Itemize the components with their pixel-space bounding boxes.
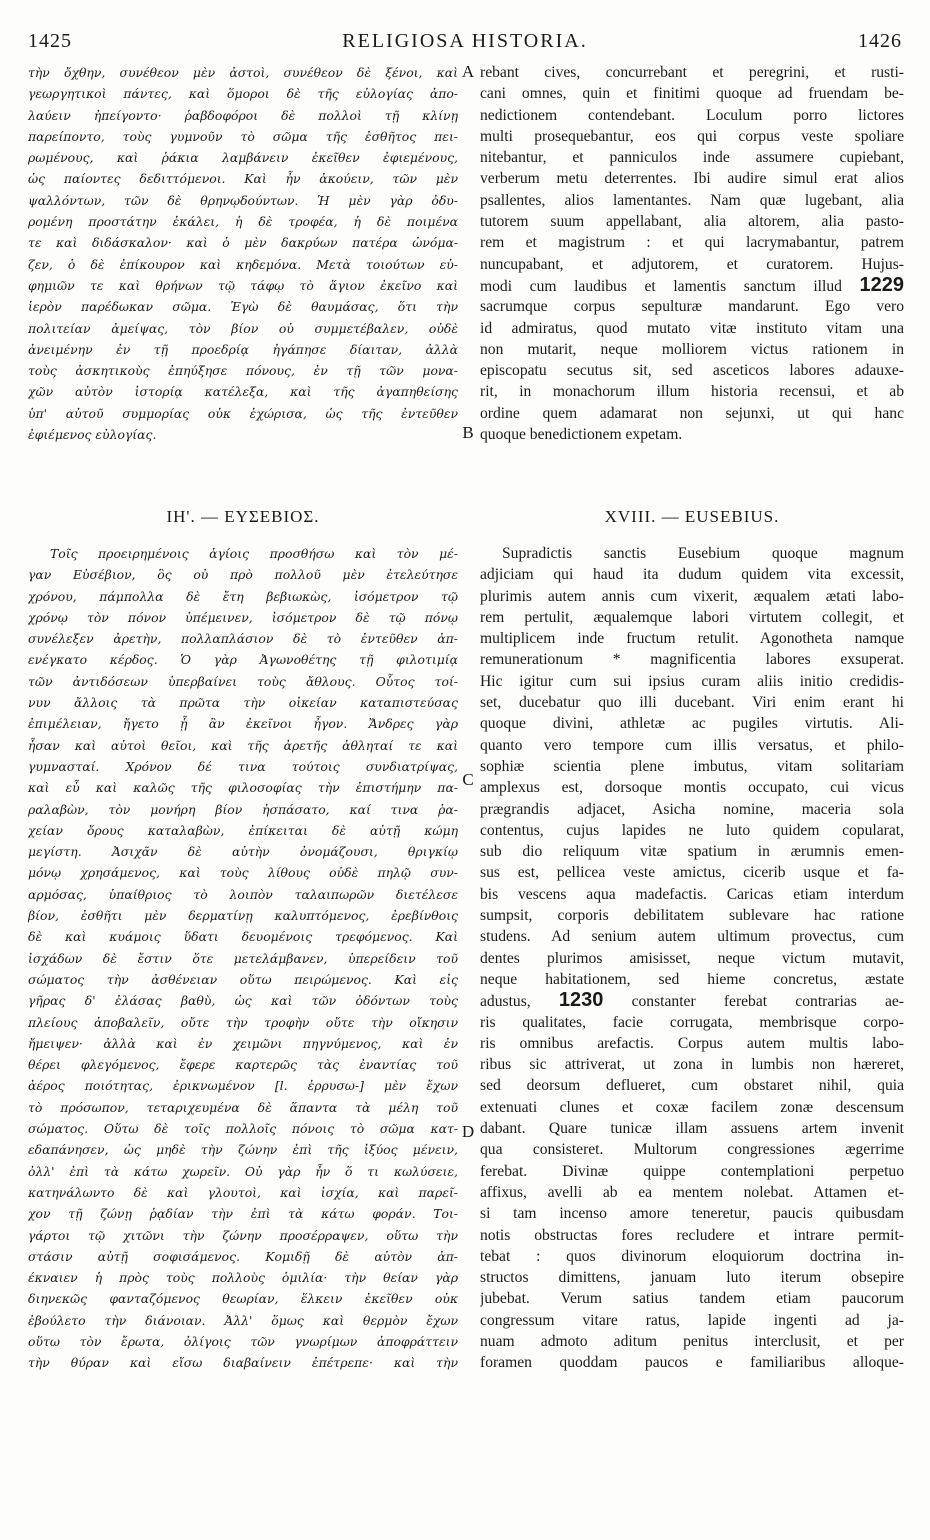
section-heading-latin: XVIII. — EUSEBIUS.	[604, 507, 780, 526]
text-line: γαν Εὐσέβιον, ὃς οὐ πρὸ πολλοῦ μὲν ἐτελεύτησε	[28, 567, 458, 583]
text-line: jubebat. Verum satius tandem etiam paucorum	[480, 1290, 904, 1308]
text-line: bis vescens aqua madefactis. Caricas etiam interdum	[480, 885, 904, 903]
text-line: verberum metu deterrentes. Ibi audire simul erat alios	[480, 170, 904, 188]
text-line: ἀνειμένην ἐν τῇ προεδρίᾳ ἠγάπησε δίαιταν, ἀλλὰ	[28, 341, 458, 357]
text-line: neque habitationem, sed hieme concretus, æstate	[480, 970, 904, 988]
greek-column-top	[28, 62, 458, 445]
text-line: sumpsit, corporis debilitatem sublevare hac ratione	[480, 907, 904, 925]
text-line: non mutarit, neque molliorem victus rationem in	[480, 340, 904, 358]
text-line: tebat : quos divinorum eloquiorum doctrina in-	[480, 1247, 904, 1265]
text-line: αρμόσας, ὑπαίθριος τὸ λοιπὸν ταλαιπωρῶν διετέλεσε	[28, 886, 458, 902]
text-line: γάρτοι τῷ χιτῶνι τὴν ζώνην προσέρραψεν, οὕτω τὴν	[28, 1227, 458, 1243]
text-line: dabant. Quare tunicæ illam assuens artem invenit	[480, 1120, 904, 1138]
text-line: μεγίστη. Ἀσιχᾶν δὲ αὐτὴν ὀνομάζουσι, θριγκίῳ	[28, 844, 458, 860]
text-line: rebant cives, concurrebant et peregrini, et rusti-	[480, 64, 904, 81]
text-line: φημιῶν τε καὶ θρήνων τῷ τάφῳ τὸ ἅγιον ἐκεῖνο καὶ	[28, 277, 458, 293]
text-line: ὡς παίοντες δεδιττόμενοι. Καὶ ἦν ἀκούειν, τῶν μὲν	[28, 171, 458, 187]
text-line: set, ducebatur quo illi ducebant. Viri enim erant hi	[480, 694, 904, 712]
text-line: extenuati clunes et coxæ facilem zonæ descensum	[480, 1098, 904, 1116]
text-line: multi prosequebantur, eos qui corpus veste spoliare	[480, 127, 904, 145]
text-line: χον τῇ ζώνῃ ῥᾳδίαν τὴν ἐπὶ τὰ κάτω φοράν. Τοι-	[28, 1206, 458, 1222]
text-line: κατηνάλωντο δὲ καὶ γλουτοὶ, καὶ ἰσχία, καὶ παρεῖ-	[28, 1184, 458, 1200]
text-line: rem pertulit, æqualemque labori virtutem collegit, et	[480, 608, 904, 626]
marker-d: D	[461, 1122, 475, 1141]
text-line: πλείους ἀποβαλεῖν, οὔτε τὴν τροφὴν οὔτε τὴν οἴκησιν	[28, 1014, 458, 1030]
text-line: nitebantur, et panniculos inde assumere cupiebant,	[480, 149, 904, 167]
text-line: ἤμειψεν· ἀλλὰ καὶ ἐν χειμῶνι πηγνύμενος, καὶ ἐν	[28, 1035, 458, 1051]
latin-column-bottom	[480, 543, 904, 1374]
text-line: episcopatu secutus sit, sed asceticos labores adauxe-	[480, 362, 904, 380]
latin-column-top	[480, 62, 904, 445]
page-number-right: 1426	[858, 30, 902, 52]
text-line: χείαν ὄρους καταλαβὼν, ἐπίκειται δὲ αὐτῇ κώμη	[28, 822, 458, 838]
text-line: χρόνῳ τὸν πόνον ὑπέμεινεν, ἰσόμετρον δὲ τῷ πόνῳ	[28, 609, 458, 625]
column-number: 1229	[859, 274, 904, 296]
marker-b: B	[462, 423, 474, 442]
text-line: σώματος τὴν ἀσθένειαν οὕτω πειρώμενος. Καὶ εἰς	[28, 971, 458, 987]
text-line: si tam incenso amore teneretur, paucis quibusdam	[480, 1205, 904, 1223]
text-line: τὸ πρόσωπον, τεταριχευμένα δὲ ἅπαντα τὰ μέλη τοῦ	[28, 1099, 458, 1115]
text-line: nedictionem contendebant. Loculum porro lictores	[480, 106, 904, 124]
text-line: ραλαβὼν, τὸν μονήρη βίον ἠσπάσατο, καί τινα ῥα-	[28, 801, 458, 817]
text-line: τε καὶ διδάσκαλον· καὶ ὁ μὲν δακρύων πατέρα ὠνόμα-	[28, 235, 458, 251]
text-line: πολιτείαν ἀμείψας, τὸν βίον οὐ συμμετέβαλεν, οὐδὲ	[28, 320, 458, 336]
text-line: σώματος. Οὕτω δὲ τοῖς πολλοῖς πόνοις τὸ σῶμα κατ-	[28, 1121, 458, 1137]
text-line: quoque benedictionem expetam.	[480, 426, 683, 444]
text-line: ris qualitates, facie corrugata, membrisque corpo-	[480, 1013, 904, 1031]
text-line: δὲ καὶ κυάμοις ὕδατι δευομένοις τρεφόμενος. Καὶ	[28, 929, 458, 945]
text-line: ordine quem adamarat non sejunxi, ut qui hanc	[480, 404, 904, 422]
text-line: Hic igitur cum sui ipsius curam aliis initio credidis-	[480, 672, 904, 690]
text-line: Τοῖς προειρημένοις ἁγίοις προσθήσω καὶ τὸν μέ-	[50, 546, 458, 561]
text-line: structos dimittens, januam luto iterum obsepire	[480, 1269, 904, 1287]
text-line: plurimis autem annis cum vixerit, æqualem ætati labo-	[480, 587, 904, 605]
text-line: sus est, pellicea veste amictus, cicerib usque et fa-	[480, 864, 904, 882]
section-heading-greek: ΙΗ'. — ΕΥΣΕΒΙΟΣ.	[166, 507, 320, 526]
text-line: τῶν ἀντιδόσεων ὑπερβαίνει τοὺς ἄθλους. Οὗτος τοί-	[28, 673, 458, 689]
text-line: ἦσαν καὶ αὐτοὶ θεῖοι, καὶ τῆς ἀρετῆς ἀθληταί τε καὶ	[28, 737, 458, 753]
text-line: Supradictis sanctis Eusebium quoque magnum	[502, 545, 904, 562]
text-line: tutorem suum appellabant, alia altorem, alia pasto-	[480, 213, 904, 231]
text-line: rit, in monachorum illum historia recensui, et ab	[480, 383, 904, 401]
text-line: ἐπιμέλειαν, ἤγετο ᾗ ἂν ἐκεῖνοι ἦγον. Ἄνδρες γὰρ	[28, 716, 458, 732]
text-line: foramen quoddam paucos e familiaribus alloque-	[480, 1354, 904, 1372]
text-line	[480, 990, 904, 1011]
text-line: ἰσχάδων δὲ ἔστιν ὅτε μετελάμβανεν, ὑπερείδειν τοῦ	[28, 950, 458, 966]
text-line: εδαπάνησεν, ὡς μηδὲ τὴν ζώνην ἐπὶ τῆς ἰξύος μένειν,	[28, 1142, 458, 1158]
marker-a: A	[461, 62, 475, 81]
text-line: ζεν, ὁ δὲ ἐπίκουρον καὶ κηδεμόνα. Μετὰ τοιούτων εὐ-	[28, 256, 458, 272]
text-line	[480, 275, 904, 296]
page-number-left: 1425	[28, 30, 72, 52]
text-segment: adustus,	[480, 993, 559, 1011]
text-line: ferebat. Divinæ quippe contemplationi perpetuo	[480, 1162, 904, 1180]
text-line: notis obstructas fores recludere et intrare permit-	[480, 1226, 904, 1244]
text-segment: constanter ferebat contrarias ae-	[603, 993, 904, 1011]
text-line: τὴν ὄχθην, συνέθεον μὲν ἀστοὶ, συνέθεον δὲ ξένοι, καὶ	[28, 65, 458, 80]
text-line: ris omnibus arefactis. Corpus autem multis labo-	[480, 1034, 904, 1052]
text-line: χρόνου, πάμπολλα δὲ ἔτη βεβιωκὼς, ἰσόμετρον τῷ	[28, 588, 458, 604]
text-line: γεωργητικοὶ πάντες, καὶ ὅμοροι δὲ τῆς εὐλογίας ἀπο-	[28, 86, 458, 102]
text-line: στάσιν αὐτῇ σοφισάμενος. Κομιδῇ δὲ αὐτὸν ἀπ-	[28, 1248, 458, 1264]
text-line: χῶν αὐτὸν ἱστορίᾳ κατέλεξα, καὶ τῆς ἀγαπηθείσης	[28, 384, 458, 400]
text-line: affixus, avelli ab ea mentem nolebat. Attamen et-	[480, 1183, 904, 1201]
text-line: multiplicem inde fructum retulit. Agonotheta namque	[480, 630, 904, 648]
text-line: τοὺς ἀσκητικοὺς ἐπηύξησε πόνους, ἐν τῇ τῶν μονα-	[28, 363, 458, 379]
text-line: sub dio reliquum vitæ spatium in ærumnis emen-	[480, 843, 904, 861]
text-line: nuncupabant, et adjutorem, et curatorem. Hujus-	[480, 255, 904, 273]
text-line: rem et magistrum : et qui lacrymabantur, patrem	[480, 234, 904, 252]
greek-column-bottom	[28, 543, 458, 1374]
text-line: psallentes, alios lamentantes. Nam quæ lugebant, alia	[480, 191, 904, 209]
text-line: ἱερὸν παρέδωκαν σῶμα. Ἐγὼ δὲ θαυμάσας, ὅτι τὴν	[28, 299, 458, 315]
text-line: θέρει φλεγόμενος, ἔφερε καρτερῶς τὰς ἐναντίας τοῦ	[28, 1057, 458, 1073]
text-line: sophiæ scientia plene imbutus, vitam solitariam	[480, 757, 904, 775]
text-line: ribus sic attriverat, ut zona in lumbis non hæreret,	[480, 1056, 904, 1074]
text-line: ἀέρος ποιότητας, ἐρικνωμένον [l. ἐρρυσω-] μὲν ἔχων	[28, 1078, 458, 1094]
text-line: id admiratus, quod mutato vitæ instituto vitam una	[480, 319, 904, 337]
text-line: sacrumque corpus sepulturæ mandarunt. Ego vero	[480, 298, 904, 316]
text-line: qua consisteret. Multorum congressiones ægerrime	[480, 1141, 904, 1159]
text-line: λαύειν ἠπείγοντο· ῥαβδοφόροι δὲ πολλοὶ τῇ κλίνῃ	[28, 107, 458, 123]
text-line: nuam admoto aditum penitus interclusit, et per	[480, 1332, 904, 1350]
text-line: studens. Ad senium autem ultimum provectus, cum	[480, 928, 904, 946]
text-line: prægrandis adjacet, Asicha nomine, maceria sola	[480, 800, 904, 818]
text-line: dentes plurimos amisisset, neque victum mutavit,	[480, 949, 904, 967]
text-line: παρείποντο, τοὺς γυμνοῦν τὸ σῶμα τῆς ἐσθῆτος πει-	[28, 128, 458, 144]
text-segment: modi cum laudibus et lamentis sanctum illud	[480, 277, 860, 295]
text-line: congressum vitare ratus, lapide ingenti ad ja-	[480, 1311, 904, 1329]
text-line: ενέγκατο κέρδος. Ὁ γὰρ Ἀγωνοθέτης τῇ φιλοτιμίᾳ	[28, 652, 458, 668]
text-line: quoque divini, athletæ ac pugiles virtutis. Ali-	[480, 715, 904, 733]
text-line: έκναιεν ἡ πρὸς τοὺς πολλοὺς ὁμιλία· τὴν θείαν γὰρ	[28, 1270, 458, 1286]
marker-c: C	[462, 770, 474, 789]
text-line: ρωμένους, καὶ ῥάκια λαμβάνειν ἐκεῖθεν ἐφιεμένους,	[28, 150, 458, 166]
text-line: νυν ἄλλοις τὰ πρῶτα τὴν οἰκείαν καταπιστεύσας	[28, 695, 458, 711]
text-line: ψαλλόντων, τῶν δὲ θρηνῳδούντων. Ἡ μὲν γὰρ ὀδυ-	[28, 192, 458, 208]
text-line: cani omnes, quin et finitimi quoque ad fruendam be-	[480, 85, 904, 103]
text-line: quanto vero tempore cum illis versatus, et philo-	[480, 736, 904, 754]
text-line: γυμνασταί. Χρόνον δέ τινα τούτοις συνδιατρίψας,	[28, 758, 458, 774]
text-line: remunerationum * magnificentia labores exsuperat.	[480, 651, 904, 669]
running-title: RELIGIOSA HISTORIA.	[342, 30, 588, 52]
text-line: συνέλεξεν ἀρετὴν, πολλαπλάσιον δὲ τὸ ἐντεῦθεν ἀπ-	[28, 631, 458, 647]
text-line: καὶ εὖ καὶ καλῶς τῆς φιλοσοφίας τὴν ἐπιστήμην πα-	[28, 780, 458, 796]
page-header	[28, 30, 902, 60]
text-line: adjiciam qui haud ita dudum quidem vita excessit,	[480, 566, 904, 584]
text-line: διηνεκῶς φανταζόμενος θεωρίαν, ἕλκειν ἐκεῖθεν οὐκ	[28, 1291, 458, 1307]
text-line: ρομένη προστάτην ἐκάλει, ἡ δὲ τροφέα, ἡ δὲ ποιμένα	[28, 214, 458, 230]
text-line: μόνῳ χρησάμενος, καὶ τοὺς λίθους οὐδὲ πηλῷ συν-	[28, 865, 458, 881]
text-line: γῆρας δ' ἐλάσας βαθὺ, ὡς καὶ τῶν ὀδόντων τοὺς	[28, 993, 458, 1009]
text-line: ἐφιέμενος εὐλογίας.	[28, 427, 157, 443]
text-line: ἐβούλετο τὴν διάνοιαν. Ἀλλ' ὅμως καὶ θερμὸν ἔχων	[28, 1312, 458, 1328]
text-line: ὑπ' αὐτοῦ συμμορίας οὐκ ἐχώρισα, ὡς τῆς ἐντεῦθεν	[28, 405, 458, 421]
text-line: contentus, cujus lapides ne luto quidem copularat,	[480, 821, 904, 839]
text-line: amplexus est, dorsoque montis occupato, cui vicus	[480, 779, 904, 797]
text-line: ὀλλ' ἐπὶ τὰ κάτω χωρεῖν. Οὐ γὰρ ἦν ὅ τι κωλύσειε,	[28, 1163, 458, 1179]
text-line: τὴν θύραν καὶ εἴσω διαβαίνειν ἐπέτρεπε· καὶ τὴν	[28, 1355, 458, 1371]
column-number: 1230	[558, 990, 604, 1012]
text-line: βίον, ἐσθῆτι μὲν δερματίνῃ καλυπτόμενος, ἐρεβίνθοις	[28, 908, 458, 924]
text-line: sed deorsum deflueret, cum obstaret nihil, quia	[480, 1077, 904, 1095]
text-line: οὕτω τὸν ἔρωτα, ὀλίγοις τῶν γνωρίμων ἀποφράττειν	[28, 1333, 458, 1349]
